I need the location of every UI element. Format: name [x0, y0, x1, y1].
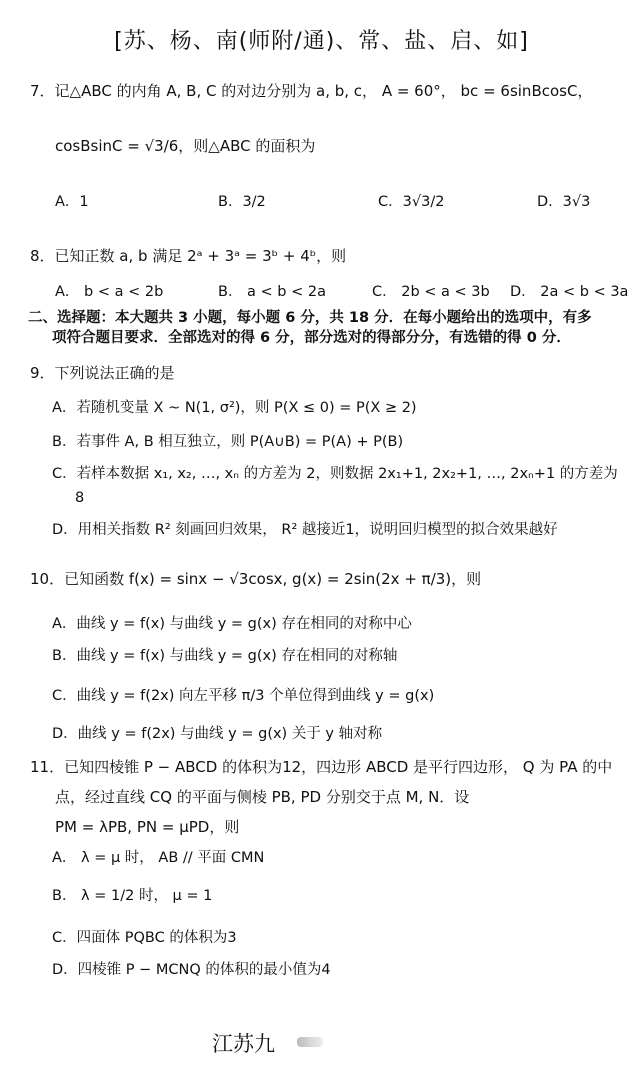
q8-option-d: D． 2a < b < 3a — [510, 284, 629, 300]
page-header: [苏、杨、南(师附/通)、常、盐、启、如] — [114, 29, 529, 54]
q9-option-c-cont: 8 — [75, 490, 85, 506]
q11-option-c: C．四面体 PQBC 的体积为3 — [52, 930, 237, 946]
q11-option-b: B． λ = 1/2 时， μ = 1 — [52, 888, 213, 904]
q11-line3: PM = λPB, PN = μPD，则 — [55, 818, 240, 836]
q7-option-c: C．3√3/2 — [378, 194, 445, 210]
q9-option-b: B．若事件 A, B 相互独立，则 P(A∪B) = P(A) + P(B) — [52, 434, 404, 450]
q7-option-a: A．1 — [55, 194, 89, 210]
q8-option-b: B． a < b < 2a — [218, 284, 326, 300]
q7-option-d: D．3√3 — [537, 194, 591, 210]
q10-option-a: A．曲线 y = f(x) 与曲线 y = g(x) 存在相同的对称中心 — [52, 616, 412, 632]
q8-option-a: A． b < a < 2b — [55, 284, 164, 300]
section2-line1: 二、选择题：本大题共 3 小题，每小题 6 分，共 18 分．在每小题给出的选项中，有多 — [28, 310, 592, 326]
q11-option-d: D．四棱锥 P − MCNQ 的体积的最小值为4 — [52, 962, 331, 978]
q9-option-a: A．若随机变量 X ~ N(1, σ²)，则 P(X ≤ 0) = P(X ≥ 2) — [52, 400, 417, 416]
q7-option-b: B．3/2 — [218, 194, 266, 210]
footer-watermark: 江苏九 — [212, 1032, 275, 1056]
q8-option-c: C． 2b < a < 3b — [372, 284, 490, 300]
q11-line2: 点，经过直线 CQ 的平面与侧棱 PB, PD 分别交于点 M, N．设 — [55, 788, 470, 806]
q9-option-d: D．用相关指数 R² 刻画回归效果， R² 越接近1，说明回归模型的拟合效果越好 — [52, 522, 558, 538]
q11-option-a: A． λ = μ 时， AB // 平面 CMN — [52, 850, 265, 866]
q7-line1: 7．记△ABC 的内角 A, B, C 的对边分别为 a, b, c， A = 60°， bc = 6sinBcosC， — [30, 82, 593, 100]
q7-line2: cosBsinC = √3/6，则△ABC 的面积为 — [55, 137, 316, 155]
q11-line1: 11．已知四棱锥 P − ABCD 的体积为12，四边形 ABCD 是平行四边形， Q 为 PA 的中 — [30, 758, 613, 776]
q8-stem: 8．已知正数 a, b 满足 2ᵃ + 3ᵃ = 3ᵇ + 4ᵇ，则 — [30, 247, 347, 265]
q10-stem: 10．已知函数 f(x) = sinx − √3cosx, g(x) = 2sin(2x + π/3)，则 — [30, 570, 482, 588]
q10-option-d: D．曲线 y = f(2x) 与曲线 y = g(x) 关于 y 轴对称 — [52, 726, 383, 742]
section2-line2: 项符合题目要求．全部选对的得 6 分，部分选对的得部分分，有选错的得 0 分． — [52, 330, 571, 346]
q9-option-c: C．若样本数据 x₁, x₂, …, xₙ 的方差为 2，则数据 2x₁+1, 2x₂+1, …, 2xₙ+1 的方差为 — [52, 466, 618, 482]
q10-option-c: C．曲线 y = f(2x) 向左平移 π/3 个单位得到曲线 y = g(x) — [52, 688, 435, 704]
q9-stem: 9．下列说法正确的是 — [30, 364, 175, 382]
footer-smudge — [297, 1037, 323, 1047]
q10-option-b: B．曲线 y = f(x) 与曲线 y = g(x) 存在相同的对称轴 — [52, 648, 398, 664]
